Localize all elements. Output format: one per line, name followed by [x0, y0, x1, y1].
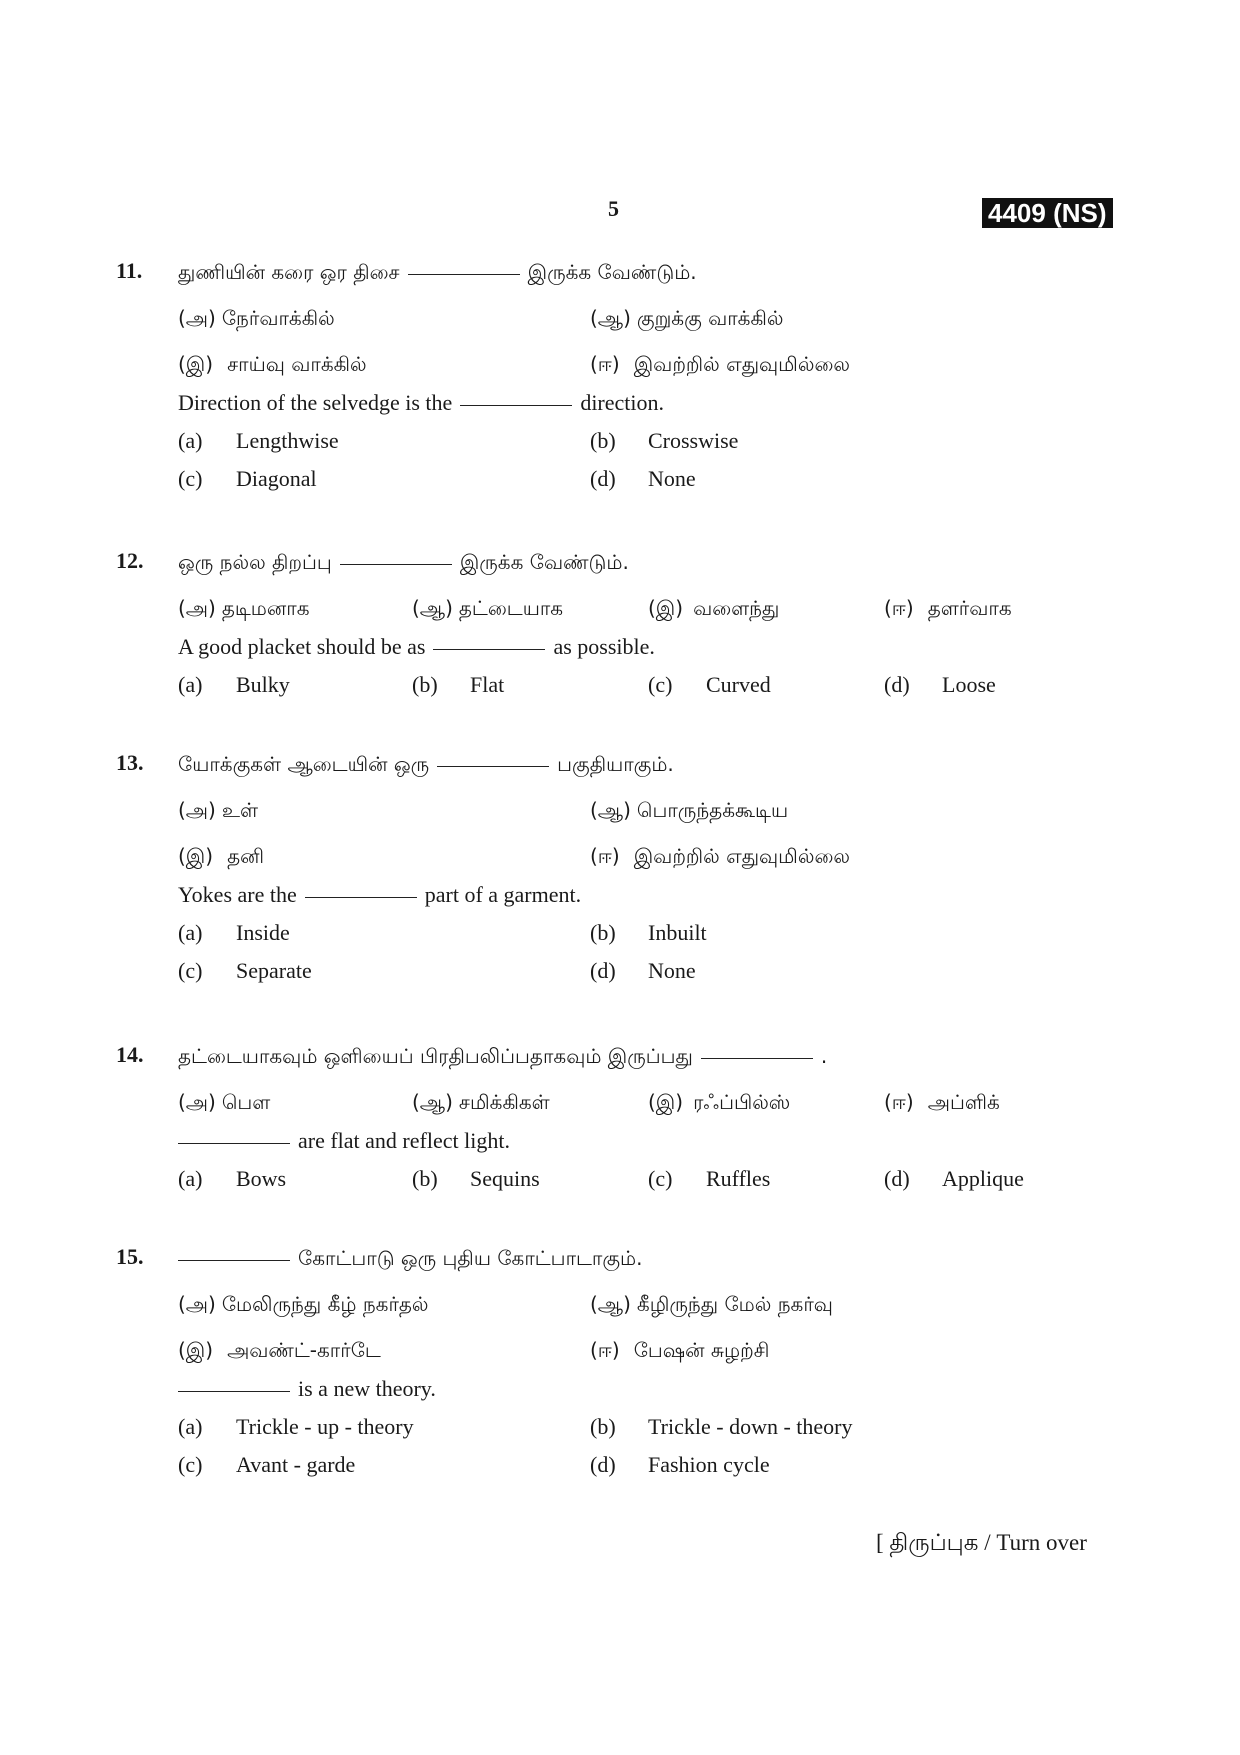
question-number: 12. — [116, 548, 144, 573]
tamil-option: (ஆ) கீழிருந்து மேல் நகர்வு — [590, 1292, 833, 1316]
english-option: (d) None — [590, 466, 696, 491]
english-option: (c) Separate — [178, 958, 312, 983]
question-text-tamil: யோக்குகள் ஆடையின் ஒரு பகுதியாகும். — [178, 752, 674, 776]
english-option: (c) Curved — [648, 672, 771, 697]
question-number: 14. — [116, 1042, 144, 1067]
english-option: (a) Trickle - up - theory — [178, 1414, 414, 1439]
tamil-option: (ஆ) தட்டையாக — [412, 596, 564, 620]
english-option: (c) Ruffles — [648, 1166, 771, 1191]
tamil-option: (இ) தனி — [178, 844, 265, 868]
question-number: 11. — [116, 258, 143, 283]
question-number: 13. — [116, 750, 144, 775]
answer-blank — [460, 404, 572, 406]
answer-blank — [437, 765, 549, 767]
english-option: (a) Lengthwise — [178, 428, 339, 453]
answer-blank — [701, 1057, 813, 1059]
english-option: (d) Applique — [884, 1166, 1024, 1191]
question-13 — [116, 750, 1116, 990]
tamil-option: (ஈ) பேஷன் சுழற்சி — [590, 1338, 770, 1362]
question-text-tamil: துணியின் கரை ஒர திசை இருக்க வேண்டும். — [178, 260, 697, 284]
english-option: (a) Bows — [178, 1166, 287, 1191]
question-text-tamil: கோட்பாடு ஒரு புதிய கோட்பாடாகும். — [178, 1246, 643, 1273]
tamil-option: (இ) ரஃப்பில்ஸ் — [648, 1090, 791, 1114]
tamil-option: (ஆ) பொருந்தக்கூடிய — [590, 798, 789, 822]
english-option: (c) Avant - garde — [178, 1452, 356, 1477]
tamil-option: (அ) மேலிருந்து கீழ் நகர்தல் — [178, 1292, 429, 1316]
tamil-option: (ஆ) குறுக்கு வாக்கில் — [590, 306, 784, 330]
tamil-option: (ஈ) அப்ளிக் — [884, 1090, 1000, 1114]
tamil-option: (ஈ) இவற்றில் எதுவுமில்லை — [590, 352, 850, 376]
question-text-english: is a new theory. — [178, 1376, 436, 1402]
answer-blank — [178, 1390, 290, 1392]
question-14 — [116, 1042, 1116, 1202]
question-text-tamil: தட்டையாகவும் ஒளியைப் பிரதிபலிப்பதாகவும் இருப்பது . — [178, 1044, 828, 1068]
english-option: (d) Fashion cycle — [590, 1452, 770, 1477]
page-number: 5 — [608, 196, 619, 221]
english-option: (b) Crosswise — [590, 428, 739, 453]
question-11 — [116, 258, 1116, 498]
english-option: (d) Loose — [884, 672, 996, 697]
english-option: (d) None — [590, 958, 696, 983]
tamil-option: (அ) பௌ — [178, 1090, 271, 1114]
tamil-option: (ஆ) சமிக்கிகள் — [412, 1090, 550, 1114]
english-option: (a) Inside — [178, 920, 290, 945]
english-option: (b) Flat — [412, 672, 505, 697]
tamil-option: (அ) தடிமனாக — [178, 596, 310, 620]
question-text-english: Yokes are the part of a garment. — [178, 882, 582, 907]
english-option: (b) Inbuilt — [590, 920, 707, 945]
question-text-english: Direction of the selvedge is the direction. — [178, 390, 665, 415]
english-option: (b) Sequins — [412, 1166, 540, 1191]
tamil-option: (இ) வளைந்து — [648, 596, 780, 620]
question-text-english: are flat and reflect light. — [178, 1128, 510, 1154]
answer-blank — [340, 563, 452, 565]
answer-blank — [408, 273, 520, 275]
answer-blank — [305, 896, 417, 898]
question-12 — [116, 548, 1116, 708]
question-text-tamil: ஒரு நல்ல திறப்பு இருக்க வேண்டும். — [178, 550, 629, 574]
answer-blank — [178, 1142, 290, 1144]
tamil-option: (ஈ) தளர்வாக — [884, 596, 1012, 620]
question-text-english: A good placket should be as as possible. — [178, 634, 655, 659]
answer-blank — [433, 648, 545, 650]
tamil-option: (ஈ) இவற்றில் எதுவுமில்லை — [590, 844, 850, 868]
english-option: (c) Diagonal — [178, 466, 317, 491]
tamil-option: (இ) சாய்வு வாக்கில் — [178, 352, 367, 376]
tamil-option: (அ) உள் — [178, 798, 259, 822]
answer-blank — [178, 1259, 290, 1261]
english-option: (a) Bulky — [178, 672, 290, 697]
turn-over-note: [ திருப்புக / Turn over — [876, 1530, 1087, 1555]
tamil-option: (இ) அவண்ட்-கார்டே — [178, 1338, 381, 1362]
english-option: (b) Trickle - down - theory — [590, 1414, 853, 1439]
paper-code: 4409 (NS) — [982, 198, 1113, 228]
tamil-option: (அ) நேர்வாக்கில் — [178, 306, 335, 330]
question-number: 15. — [116, 1244, 144, 1269]
question-15 — [116, 1244, 1116, 1484]
